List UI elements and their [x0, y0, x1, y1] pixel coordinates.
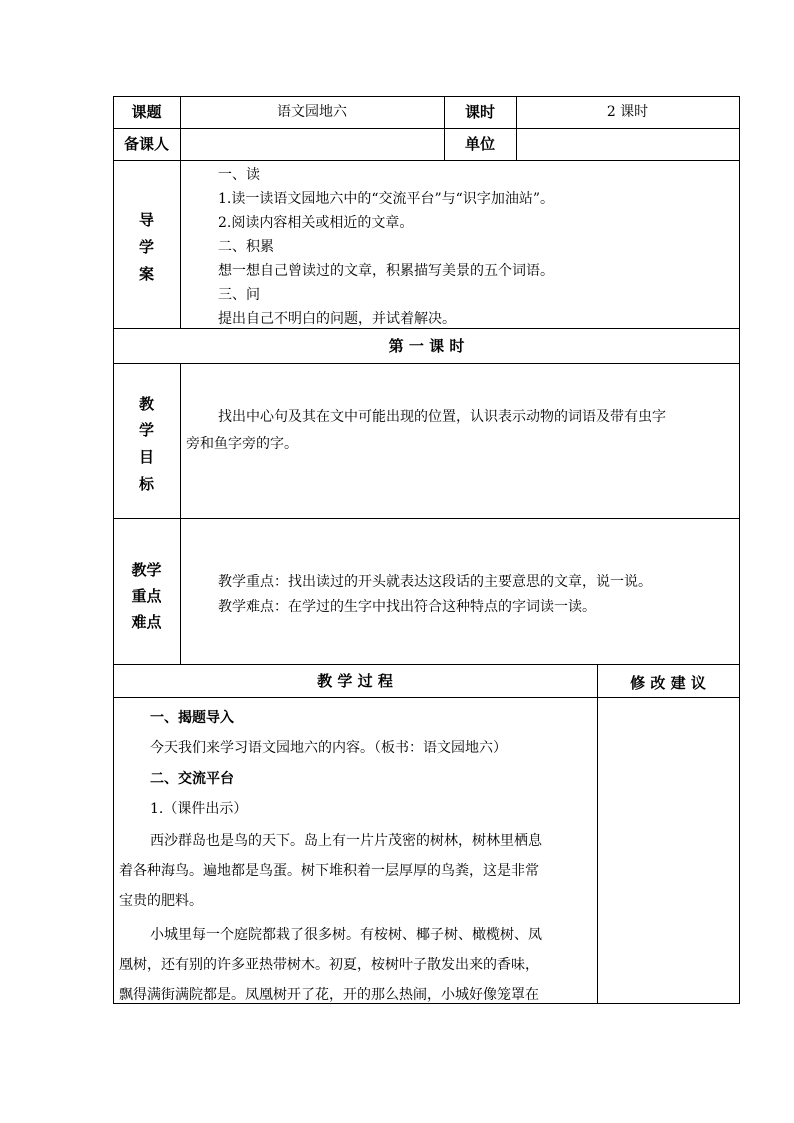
key-point-line: 教学重点：找出读过的开头就表达这段话的主要意思的文章，说一说。: [218, 574, 652, 590]
revise-header: 修 改 建 议: [630, 674, 706, 692]
key-points-label-line: 重点: [131, 587, 162, 605]
key-points-label-line: 难点: [131, 613, 162, 631]
guide-label-char: 学: [138, 238, 154, 256]
paragraph-line: 宝贵的肥料。: [119, 893, 203, 909]
paragraph-line: 凰树，还有别的许多亚热带树木。初夏，桉树叶子散发出来的香味，: [119, 957, 539, 973]
goals-label-char: 学: [138, 421, 154, 439]
subject-value: 语文园地六: [277, 104, 347, 120]
guide-line: 一、读: [218, 167, 260, 183]
key-points-label-line: 教学: [131, 561, 162, 579]
goals-text-line: 找出中心句及其在文中可能出现的位置，认识表示动物的词语及带有虫字: [218, 409, 666, 425]
paragraph-line: 飘得满街满院都是。凤凰树开了花，开的那么热闹，小城好像笼罩在: [119, 987, 539, 1003]
section-title: 二、交流平台: [150, 771, 234, 787]
guide-line: 提出自己不明白的问题，并试着解决。: [218, 311, 456, 327]
guide-label-char: 案: [138, 265, 154, 283]
paragraph-line: 小城里每一个庭院都栽了很多树。有桉树、椰子树、橄榄树、凤: [150, 927, 542, 943]
unit-label: 单位: [464, 135, 495, 153]
subject-label: 课题: [131, 103, 162, 121]
hours-value: 2 课时: [606, 104, 649, 120]
goals-label-char: 目: [138, 448, 154, 466]
process-header: 教 学 过 程: [317, 672, 393, 690]
guide-line: 1.读一读语文园地六中的“交流平台”与“识字加油站”。: [218, 191, 554, 207]
hours-label: 课时: [464, 103, 495, 121]
preparer-label: 备课人: [123, 135, 169, 153]
section-title: 一、揭题导入: [150, 710, 234, 726]
goals-text-line: 旁和鱼字旁的字。: [186, 436, 298, 452]
guide-line: 想一想自己曾读过的文章，积累描写美景的五个词语。: [218, 263, 554, 279]
item-label: 1.（课件出示）: [150, 801, 248, 817]
guide-line: 二、积累: [218, 239, 274, 255]
section-text: 今天我们来学习语文园地六的内容。（板书：语文园地六）: [150, 740, 507, 756]
guide-label-char: 导: [138, 211, 154, 229]
guide-line: 三、问: [218, 287, 260, 303]
session-title: 第 一 课 时: [388, 337, 465, 355]
paragraph-line: 西沙群岛也是鸟的天下。岛上有一片片茂密的树林，树林里栖息: [150, 833, 542, 849]
paragraph-line: 着各种海鸟。遍地都是鸟蛋。树下堆积着一层厚厚的鸟粪，这是非常: [119, 863, 539, 879]
goals-label-char: 教: [138, 395, 154, 413]
guide-line: 2.阅读内容相关或相近的文章。: [218, 215, 414, 231]
goals-label-char: 标: [138, 475, 154, 493]
key-point-line: 教学难点：在学过的生字中找出符合这种特点的字词读一读。: [218, 599, 596, 615]
